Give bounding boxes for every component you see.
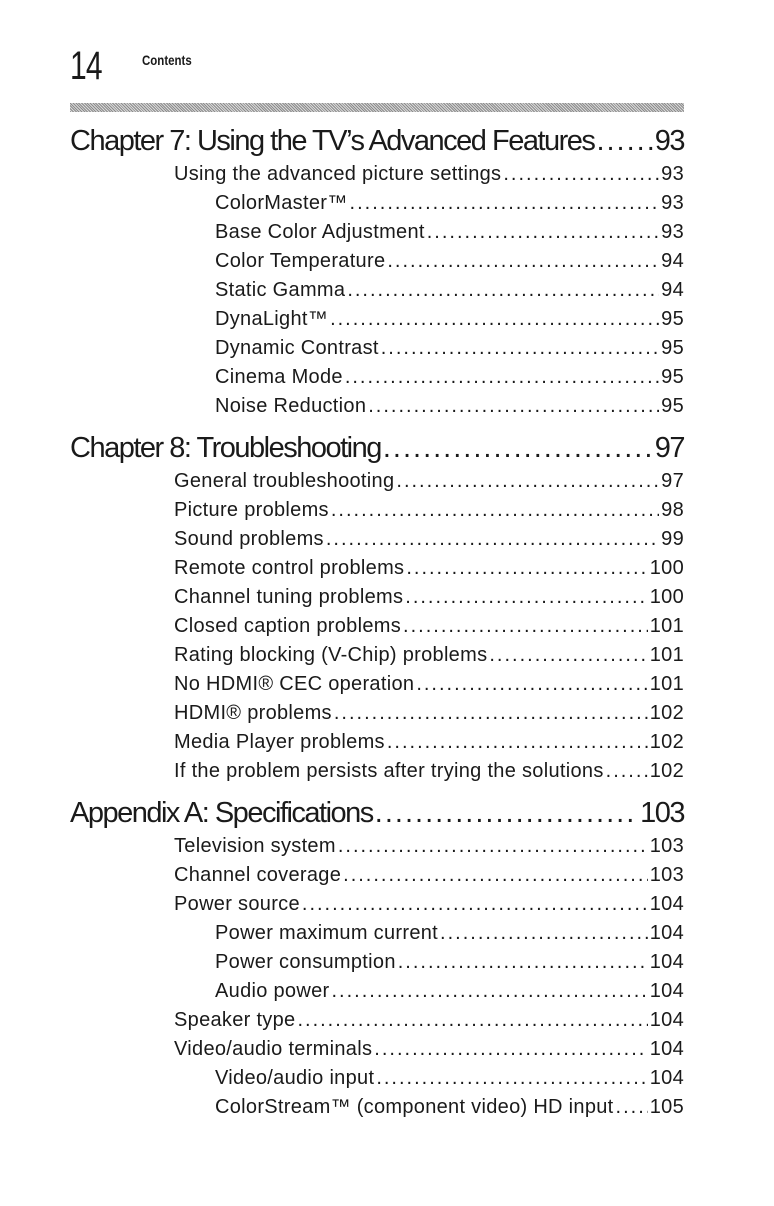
toc-entry[interactable] — [70, 189, 684, 218]
dot-leader — [374, 1035, 647, 1064]
toc-entry-page: 104 — [649, 951, 684, 973]
toc-entry[interactable] — [70, 948, 684, 977]
toc-entry-title: Remote control problems — [174, 557, 405, 579]
toc-entry[interactable] — [70, 363, 684, 392]
toc-entry-page: 102 — [649, 702, 684, 724]
toc-entry[interactable] — [70, 641, 684, 670]
toc-entry[interactable] — [70, 496, 684, 525]
dot-leader — [416, 670, 647, 699]
header-rule — [70, 103, 684, 112]
toc-entry-page: 103 — [649, 864, 684, 886]
toc-entry-title: Picture problems — [174, 499, 329, 521]
toc-entry-page: 94 — [661, 250, 684, 272]
dot-leader — [405, 583, 647, 612]
dot-leader — [596, 122, 652, 160]
dot-leader — [330, 305, 659, 334]
toc-chapter-entry[interactable] — [70, 122, 684, 160]
toc-entry[interactable] — [70, 467, 684, 496]
toc-entry-title: Video/audio terminals — [174, 1038, 373, 1060]
dot-leader — [297, 1006, 647, 1035]
dot-leader — [503, 160, 659, 189]
toc-entry-title: HDMI® problems — [174, 702, 332, 724]
toc-entry[interactable] — [70, 1006, 684, 1035]
toc-entry-title: ColorMaster™ — [215, 192, 348, 214]
toc-entry[interactable] — [70, 583, 684, 612]
dot-leader — [398, 948, 648, 977]
toc-entry-title: Television system — [174, 835, 336, 857]
toc-entry-page: 93 — [654, 125, 684, 157]
toc-entry[interactable] — [70, 392, 684, 421]
toc-entry-title: If the problem persists after trying the solutions — [174, 760, 604, 782]
toc-entry-title: Using the advanced picture settings — [174, 163, 502, 185]
dot-leader — [331, 496, 659, 525]
toc-entry-title: Video/audio input — [215, 1067, 375, 1089]
toc-entry-page: 100 — [649, 557, 684, 579]
dot-leader — [616, 1093, 648, 1122]
table-of-contents — [70, 122, 684, 1122]
toc-entry-title: Chapter 8: Troubleshooting — [70, 432, 381, 464]
dot-leader — [343, 861, 648, 890]
toc-entry-title: Closed caption problems — [174, 615, 402, 637]
toc-entry-title: Dynamic Contrast — [215, 337, 379, 359]
toc-entry-title: Power maximum current — [215, 922, 439, 944]
toc-entry[interactable] — [70, 218, 684, 247]
toc-entry-title: Power consumption — [215, 951, 396, 973]
dot-leader — [375, 794, 638, 832]
toc-entry-page: 103 — [649, 835, 684, 857]
dot-leader — [387, 728, 648, 757]
toc-entry[interactable] — [70, 1093, 684, 1122]
toc-entry-page: 101 — [649, 644, 684, 666]
toc-entry-page: 101 — [649, 673, 684, 695]
toc-entry-title: Media Player problems — [174, 731, 385, 753]
toc-entry-page: 95 — [661, 337, 684, 359]
dot-leader — [331, 977, 647, 1006]
toc-entry-title: Static Gamma — [215, 279, 346, 301]
toc-entry[interactable] — [70, 919, 684, 948]
toc-entry-page: 102 — [649, 731, 684, 753]
toc-entry-page: 95 — [661, 395, 684, 417]
toc-entry-page: 95 — [661, 308, 684, 330]
toc-entry[interactable] — [70, 612, 684, 641]
toc-entry-page: 98 — [661, 499, 684, 521]
toc-entry[interactable] — [70, 1035, 684, 1064]
toc-entry[interactable] — [70, 247, 684, 276]
toc-entry-title: Channel tuning problems — [174, 586, 404, 608]
toc-entry-title: Chapter 7: Using the TV’s Advanced Features — [70, 125, 595, 157]
toc-entry-title: Appendix A: Specifications — [70, 797, 373, 829]
toc-entry-page: 93 — [661, 192, 684, 214]
toc-entry-page: 104 — [649, 893, 684, 915]
toc-entry[interactable] — [70, 554, 684, 583]
toc-entry-page: 103 — [640, 797, 684, 829]
toc-entry[interactable] — [70, 1064, 684, 1093]
toc-entry[interactable] — [70, 699, 684, 728]
dot-leader — [440, 919, 648, 948]
dot-leader — [347, 276, 659, 305]
toc-entry[interactable] — [70, 525, 684, 554]
dot-leader — [334, 699, 648, 728]
toc-entry-title: Cinema Mode — [215, 366, 343, 388]
toc-entry-page: 100 — [649, 586, 684, 608]
toc-entry[interactable] — [70, 890, 684, 919]
toc-entry-title: Speaker type — [174, 1009, 296, 1031]
toc-entry-page: 104 — [649, 1009, 684, 1031]
toc-entry[interactable] — [70, 276, 684, 305]
toc-entry-page: 104 — [649, 1038, 684, 1060]
toc-chapter-entry[interactable] — [70, 794, 684, 832]
dot-leader — [606, 757, 648, 786]
toc-entry-page: 97 — [654, 432, 684, 464]
toc-chapter-entry[interactable] — [70, 429, 684, 467]
dot-leader — [345, 363, 659, 392]
toc-entry-title: No HDMI® CEC operation — [174, 673, 415, 695]
dot-leader — [489, 641, 647, 670]
dot-leader — [396, 467, 659, 496]
toc-entry-title: Rating blocking (V-Chip) problems — [174, 644, 488, 666]
toc-entry[interactable] — [70, 305, 684, 334]
toc-entry-title: Noise Reduction — [215, 395, 367, 417]
toc-entry-title: General troubleshooting — [174, 470, 395, 492]
toc-entry[interactable] — [70, 757, 684, 786]
toc-entry-page: 105 — [649, 1096, 684, 1118]
toc-entry-page: 104 — [649, 922, 684, 944]
toc-entry-title: Sound problems — [174, 528, 324, 550]
toc-entry-title: Audio power — [215, 980, 330, 1002]
toc-entry-page: 93 — [661, 221, 684, 243]
toc-entry-title: ColorStream™ (component video) HD input — [215, 1096, 614, 1118]
dot-leader — [381, 334, 659, 363]
toc-entry[interactable] — [70, 832, 684, 861]
dot-leader — [406, 554, 647, 583]
toc-entry-title: Color Temperature — [215, 250, 386, 272]
dot-leader — [403, 612, 648, 641]
toc-entry[interactable] — [70, 160, 684, 189]
dot-leader — [368, 392, 659, 421]
dot-leader — [383, 429, 653, 467]
section-title: Contents — [142, 52, 192, 68]
dot-leader — [302, 890, 648, 919]
toc-entry-page: 94 — [661, 279, 684, 301]
dot-leader — [338, 832, 648, 861]
toc-entry-page: 101 — [649, 615, 684, 637]
dot-leader — [427, 218, 659, 247]
toc-entry[interactable] — [70, 334, 684, 363]
toc-entry-page: 104 — [649, 1067, 684, 1089]
toc-entry-page: 97 — [661, 470, 684, 492]
toc-entry-page: 95 — [661, 366, 684, 388]
toc-entry-page: 93 — [661, 163, 684, 185]
toc-entry-page: 102 — [649, 760, 684, 782]
toc-entry-title: Base Color Adjustment — [215, 221, 425, 243]
toc-entry[interactable] — [70, 728, 684, 757]
toc-entry-title: Channel coverage — [174, 864, 342, 886]
toc-entry-title: DynaLight™ — [215, 308, 329, 330]
toc-entry[interactable] — [70, 670, 684, 699]
toc-entry-title: Power source — [174, 893, 300, 915]
toc-entry-page: 104 — [649, 980, 684, 1002]
dot-leader — [387, 247, 659, 276]
toc-entry[interactable] — [70, 861, 684, 890]
dot-leader — [376, 1064, 647, 1093]
toc-entry[interactable] — [70, 977, 684, 1006]
page-number: 14 — [70, 44, 102, 88]
dot-leader — [350, 189, 660, 218]
toc-entry-page: 99 — [661, 528, 684, 550]
dot-leader — [326, 525, 659, 554]
